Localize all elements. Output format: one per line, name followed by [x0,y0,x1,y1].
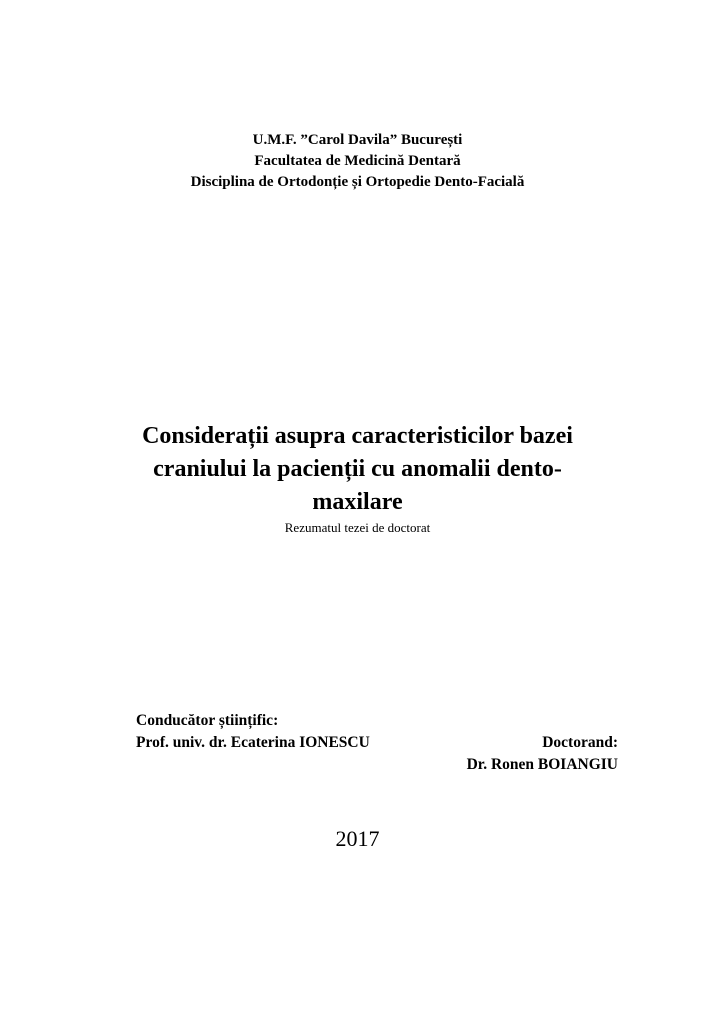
supervisor-label: Conducător științific: [136,712,279,729]
thesis-subtitle: Rezumatul tezei de doctorat [284,520,431,535]
thesis-title-line-1: Considerații asupra caracteristicilor bazei [142,423,573,449]
thesis-title-line-3: maxilare [312,489,403,515]
faculty-name: Facultatea de Medicină Dentară [254,153,461,169]
institution-header [0,130,715,193]
candidate-label: Doctorand: [542,734,618,751]
thesis-title-block [120,420,595,537]
university-name: U.M.F. ”Carol Davila” București [252,132,463,148]
thesis-title-line-2: craniului la pacienții cu anomalii dento- [153,456,562,482]
supervisor-block [136,710,370,754]
discipline-name: Disciplina de Ortodonție și Ortopedie Dento-Facială [190,174,525,190]
publication-year: 2017 [335,826,380,851]
supervisor-name: Prof. univ. dr. Ecaterina IONESCU [136,734,370,751]
candidate-name: Dr. Ronen BOIANGIU [466,756,618,773]
